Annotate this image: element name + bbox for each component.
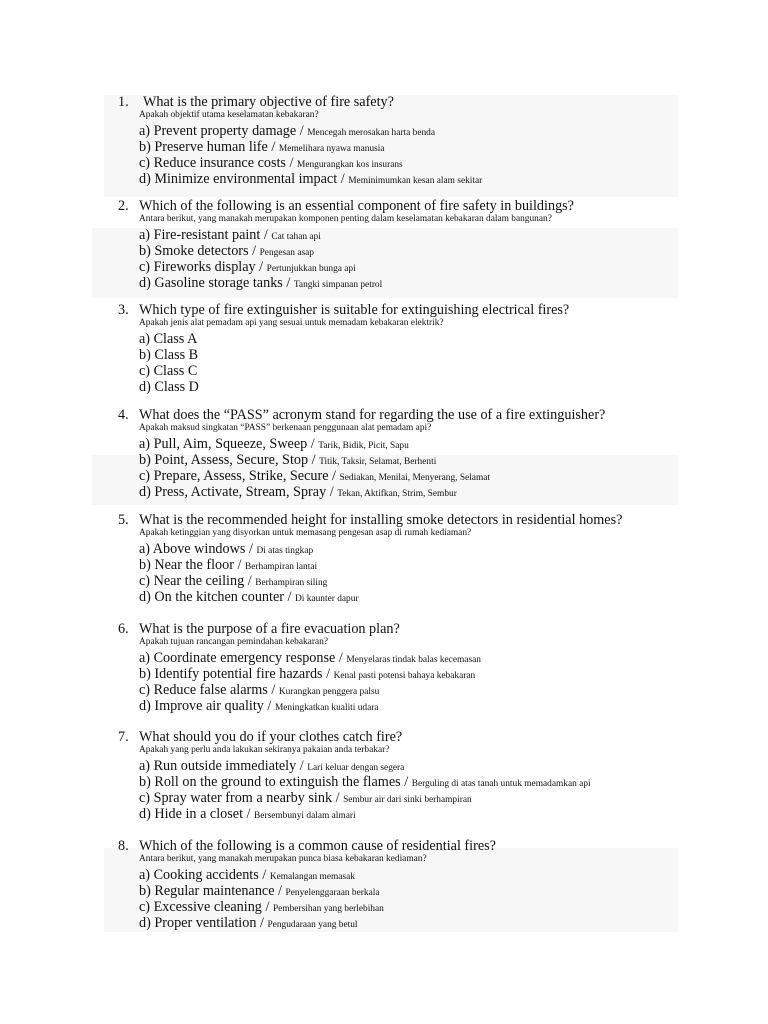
option-a: a) Above windows / Di atas tingkap [139, 541, 314, 557]
question-number: 2. [118, 198, 129, 214]
option-b: b) Roll on the ground to extinguish the flames / Berguling di atas tanah untuk memadamkan api [139, 774, 591, 790]
question-number: 3. [118, 302, 129, 318]
option-b: b) Point, Assess, Secure, Stop / Titik, Taksir, Selamat, Berhenti [139, 452, 437, 468]
option-d: d) Improve air quality / Meningkatkan kualiti udara [139, 698, 379, 714]
question-translation: Antara berikut, yang manakah merupakan punca biasa kebakaran kediaman? [139, 854, 427, 864]
option-b: b) Preserve human life / Memelihara nyawa manusia [139, 139, 385, 155]
question-translation: Apakah tujuan rancangan pemindahan kebakaran? [139, 637, 328, 647]
question-number: 1. [118, 94, 129, 110]
option-d: d) On the kitchen counter / Di kaunter dapur [139, 589, 359, 605]
question-text: What is the recommended height for installing smoke detectors in residential homes? [139, 512, 623, 528]
question-translation: Apakah yang perlu anda lakukan sekiranya pakaian anda terbakar? [139, 745, 390, 755]
question-number: 6. [118, 621, 129, 637]
option-b: b) Class B [139, 347, 199, 363]
question-text: Which of the following is a common cause of residential fires? [139, 838, 496, 854]
question-translation: Antara berikut, yang manakah merupakan komponen penting dalam keselamatan kebakaran dalam bangunan? [139, 214, 552, 224]
question-translation: Apakah objektif utama keselamatan kebakaran? [139, 110, 319, 120]
question-text: Which type of fire extinguisher is suitable for extinguishing electrical fires? [139, 302, 570, 318]
option-a: a) Fire-resistant paint / Cat tahan api [139, 227, 321, 243]
option-d: d) Press, Activate, Stream, Spray / Tekan, Aktifkan, Strim, Sembur [139, 484, 457, 500]
question-translation: Apakah jenis alat pemadam api yang sesuai untuk memadam kebakaran elektrik? [139, 318, 444, 328]
question-text: What does the “PASS” acronym stand for regarding the use of a fire extinguisher? [139, 407, 606, 423]
option-c: c) Near the ceiling / Berhampiran siling [139, 573, 328, 589]
option-d: d) Gasoline storage tanks / Tangki simpanan petrol [139, 275, 383, 291]
option-c: c) Excessive cleaning / Pembersihan yang berlebihan [139, 899, 384, 915]
option-a: a) Prevent property damage / Mencegah merosakan harta benda [139, 123, 436, 139]
question-text: What is the purpose of a fire evacuation plan? [139, 621, 400, 637]
question-number: 4. [118, 407, 129, 423]
option-a: a) Pull, Aim, Squeeze, Sweep / Tarik, Bidik, Picit, Sapu [139, 436, 409, 452]
question-translation: Apakah maksud singkatan “PASS” berkenaan penggunaan alat pemadam api? [139, 423, 432, 433]
option-c: c) Fireworks display / Pertunjukkan bunga api [139, 259, 356, 275]
option-a: a) Run outside immediately / Lari keluar dengan segera [139, 758, 405, 774]
option-b: b) Smoke detectors / Pengesan asap [139, 243, 314, 259]
option-a: a) Cooking accidents / Kemalangan memasak [139, 867, 355, 883]
option-c: c) Prepare, Assess, Strike, Secure / Sediakan, Menilai, Menyerang, Selamat [139, 468, 491, 484]
question-number: 5. [118, 512, 129, 528]
option-d: d) Proper ventilation / Pengudaraan yang betul [139, 915, 358, 931]
option-b: b) Regular maintenance / Penyelenggaraan berkala [139, 883, 380, 899]
option-d: d) Minimize environmental impact / Meminimumkan kesan alam sekitar [139, 171, 483, 187]
option-b: b) Identify potential fire hazards / Kenal pasti potensi bahaya kebakaran [139, 666, 476, 682]
question-text: Which of the following is an essential component of fire safety in buildings? [139, 198, 574, 214]
option-a: a) Class A [139, 331, 198, 347]
option-c: c) Reduce false alarms / Kurangkan penggera palsu [139, 682, 380, 698]
question-number: 8. [118, 838, 129, 854]
question-text: What is the primary objective of fire safety? [143, 94, 394, 110]
question-translation: Apakah ketinggian yang disyorkan untuk memasang pengesan asap di rumah kediaman? [139, 528, 472, 538]
option-c: c) Reduce insurance costs / Mengurangkan kos insurans [139, 155, 403, 171]
option-d: d) Class D [139, 379, 199, 395]
question-number: 7. [118, 729, 129, 745]
option-c: c) Class C [139, 363, 198, 379]
option-b: b) Near the floor / Berhampiran lantai [139, 557, 318, 573]
option-d: d) Hide in a closet / Bersembunyi dalam almari [139, 806, 356, 822]
option-a: a) Coordinate emergency response / Menyelaras tindak balas kecemasan [139, 650, 481, 666]
question-text: What should you do if your clothes catch fire? [139, 729, 403, 745]
option-c: c) Spray water from a nearby sink / Sembur air dari sinki berhampiran [139, 790, 472, 806]
